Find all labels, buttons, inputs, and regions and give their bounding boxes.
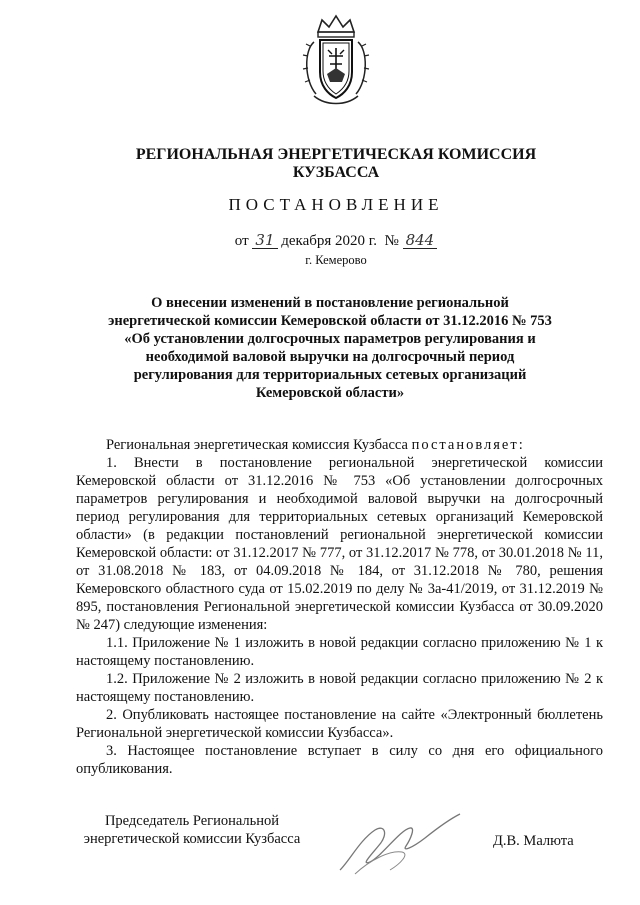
signatory-title-line2: энергетической комиссии Кузбасса xyxy=(83,831,301,847)
document-number: 844 xyxy=(403,232,438,249)
city: г. Кемерово xyxy=(305,253,367,267)
subject-line: «Об установлении долгосрочных параметров регулирования и xyxy=(124,331,536,347)
document-body xyxy=(76,436,603,778)
paragraph-1-1: 1.1. Приложение № 1 изложить в новой редакции согласно приложению № 1 к настоящему постановлению. xyxy=(76,635,603,669)
date-prefix: от xyxy=(234,233,249,249)
subject-line: Кемеровской области» xyxy=(255,385,405,401)
paragraph-2: 2. Опубликовать настоящее постановление на сайте «Электронный бюллетень Региональной энергетической комиссии Кузбасса». xyxy=(76,707,603,741)
intro-paragraph xyxy=(76,436,603,454)
signatory-title-line1: Председатель Региональной xyxy=(104,813,280,829)
intro-text: Региональная энергетическая комиссия Кузбасса xyxy=(106,437,412,453)
date-day: 31 xyxy=(252,232,277,249)
signatory-name: Д.В. Малюта xyxy=(493,833,574,849)
subject-line: О внесении изменений в постановление региональной xyxy=(151,295,509,311)
paragraph-1-2: 1.2. Приложение № 2 изложить в новой редакции согласно приложению № 2 к настоящему постановлению. xyxy=(76,671,603,705)
signatory-title xyxy=(76,812,308,848)
organization-name xyxy=(80,146,592,182)
document-type: ПОСТАНОВЛЕНИЕ xyxy=(228,195,444,214)
organization-name-line2: КУЗБАССА xyxy=(292,164,380,181)
subject-line: регулирования для территориальных сетевых организаций xyxy=(133,367,527,383)
document-subject xyxy=(100,294,560,402)
organization-name-line1: РЕГИОНАЛЬНАЯ ЭНЕРГЕТИЧЕСКАЯ КОМИССИЯ xyxy=(135,146,537,163)
coat-of-arms-icon xyxy=(296,10,376,110)
date-month-year: декабря 2020 г. xyxy=(281,233,377,249)
number-prefix: № xyxy=(384,233,399,249)
paragraph-1: 1. Внести в постановление региональной энергетической комиссии Кемеровской области от 31.12.2016 № 753 «Об установлении долгосрочных параметров регулирования и необходимой валовой выручки на долгосрочный период регулирования для территориальных сетевых организаций Кемеровской области» (в редакции постановлений региональной энергетической комиссии Кемеровской области: от 31.12.2017 № 777, от 31.12.2017 № 778, от 30.01.2018 № 11, от 31.08.2018 № 183, от 04.09.2018 № 184, от 31.12.2018 № 780, решения Кемеровского областного суда от 15.02.2019 по делу № 3а-41/2019, от 31.12.2019 № 895, постановления Региональной энергетической комиссии Кузбасса от 30.09.2020 № 247) следующие изменения: xyxy=(76,455,603,633)
date-number-line xyxy=(80,232,592,250)
handwritten-signature-icon xyxy=(330,800,470,880)
subject-line: энергетической комиссии Кемеровской области от 31.12.2016 № 753 xyxy=(108,313,552,329)
intro-resolves: постановляет: xyxy=(411,437,525,453)
paragraph-3: 3. Настоящее постановление вступает в силу со дня его официального опубликования. xyxy=(76,743,603,777)
subject-line: необходимой валовой выручки на долгосрочный период xyxy=(145,349,515,365)
